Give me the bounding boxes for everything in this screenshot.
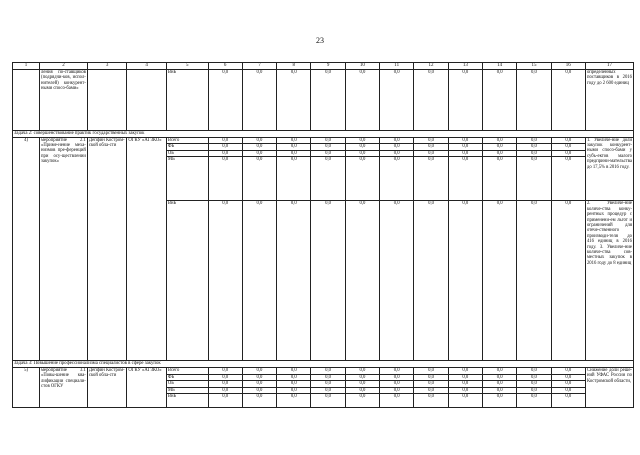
column-header: 12	[414, 63, 448, 70]
value-cell: 0,0	[517, 367, 551, 374]
task-row	[13, 361, 634, 368]
value-cell: 0,0	[277, 381, 311, 388]
value-cell: 0,0	[483, 70, 517, 131]
column-header: 4	[127, 63, 167, 70]
value-cell: 0,0	[448, 381, 482, 388]
value-cell: 0,0	[208, 387, 242, 394]
column-header: 1	[13, 63, 40, 70]
value-cell: 0,0	[517, 374, 551, 381]
value-cell: 0,0	[414, 70, 448, 131]
value-cell: 0,0	[311, 387, 345, 394]
column-header: 13	[448, 63, 482, 70]
value-cell: 0,0	[517, 137, 551, 144]
column-header: 15	[517, 63, 551, 70]
value-cell: 0,0	[414, 394, 448, 408]
value-cell: 0,0	[380, 201, 414, 361]
value-cell: 0,0	[517, 70, 551, 131]
value-cell: 0,0	[551, 70, 585, 131]
value-cell: 0,0	[551, 201, 585, 361]
value-cell: 0,0	[414, 137, 448, 144]
value-cell: 0,0	[551, 387, 585, 394]
value-cell: 0,0	[242, 137, 276, 144]
value-cell: 0,0	[242, 144, 276, 151]
column-header: 6	[208, 63, 242, 70]
value-cell: 0,0	[311, 144, 345, 151]
page-number: 23	[316, 36, 324, 45]
value-cell: 0,0	[311, 137, 345, 144]
value-cell: 0,0	[345, 394, 379, 408]
value-cell: 0,0	[380, 381, 414, 388]
fund-source: ФБ	[166, 374, 208, 381]
column-header: 9	[311, 63, 345, 70]
value-cell: 0,0	[311, 367, 345, 374]
value-cell: 0,0	[345, 144, 379, 151]
value-cell: 0,0	[345, 157, 379, 201]
value-cell: 0,0	[208, 381, 242, 388]
value-cell: 0,0	[345, 387, 379, 394]
value-cell: 0,0	[380, 70, 414, 131]
row-number	[13, 70, 40, 131]
organization: ОГКУ «АГЗКО»	[127, 367, 167, 407]
value-cell: 0,0	[517, 144, 551, 151]
fund-source: ОБ	[166, 150, 208, 157]
task-row	[13, 131, 634, 138]
value-cell: 0,0	[414, 387, 448, 394]
value-cell: 0,0	[483, 150, 517, 157]
value-cell: 0,0	[414, 381, 448, 388]
value-cell: 0,0	[517, 381, 551, 388]
value-cell: 0,0	[483, 381, 517, 388]
column-header: 16	[551, 63, 585, 70]
value-cell: 0,0	[380, 150, 414, 157]
value-cell: 0,0	[448, 201, 482, 361]
value-cell: 0,0	[414, 374, 448, 381]
value-cell: 0,0	[551, 381, 585, 388]
column-header: 7	[242, 63, 276, 70]
value-cell: 0,0	[483, 201, 517, 361]
activity-name: мероприятие 3.1 «Повы-шение ква-лификации специали-стов ОГКУ	[40, 367, 88, 407]
value-cell: 0,0	[483, 394, 517, 408]
value-cell: 0,0	[242, 394, 276, 408]
value-cell: 0,0	[208, 374, 242, 381]
value-cell: 0,0	[551, 394, 585, 408]
value-cell: 0,0	[551, 367, 585, 374]
table-row	[13, 70, 634, 131]
value-cell: 0,0	[380, 137, 414, 144]
value-cell: 0,0	[517, 157, 551, 201]
value-cell: 0,0	[242, 70, 276, 131]
activity-name: мероприятие 2.1 «Приме-нение меха-низмов пре-ференций при осу-ществлении закупок»	[40, 137, 88, 361]
column-header-row	[13, 63, 634, 70]
value-cell: 0,0	[551, 157, 585, 201]
value-cell: 0,0	[345, 137, 379, 144]
value-cell: 0,0	[448, 394, 482, 408]
column-header: 5	[166, 63, 208, 70]
fund-source: МБ	[166, 387, 208, 394]
value-cell: 0,0	[483, 387, 517, 394]
task-heading: Задача 2: совершенствование практик государственных закупок	[13, 131, 634, 138]
value-cell: 0,0	[277, 374, 311, 381]
value-cell: 0,0	[311, 381, 345, 388]
value-cell: 0,0	[277, 367, 311, 374]
value-cell: 0,0	[242, 374, 276, 381]
fund-source: ВнБ	[166, 201, 208, 361]
organization	[127, 70, 167, 131]
value-cell: 0,0	[551, 137, 585, 144]
fund-source: ВнБ	[166, 70, 208, 131]
table-row	[13, 137, 634, 144]
value-cell: 0,0	[448, 374, 482, 381]
row-number: 4)	[13, 137, 40, 361]
value-cell: 0,0	[208, 157, 242, 201]
value-cell: 0,0	[517, 201, 551, 361]
value-cell: 0,0	[311, 201, 345, 361]
value-cell: 0,0	[277, 150, 311, 157]
table-row	[13, 367, 634, 374]
value-cell: 0,0	[380, 157, 414, 201]
value-cell: 0,0	[345, 150, 379, 157]
organization: ОГКУ «АГЗКО»	[127, 137, 167, 361]
expected-result: 2. Увеличе-ние количе-ства конку-рентных процедур с применени-ем льгот и ограничений для отече-ственного производи-теля до 416 единиц в 2016 году. 3. Увеличе-ние количе-ства сов-местных закупок в 2016 году до 8 единиц	[585, 201, 633, 361]
value-cell: 0,0	[483, 144, 517, 151]
value-cell: 0,0	[277, 144, 311, 151]
value-cell: 0,0	[277, 394, 311, 408]
value-cell: 0,0	[483, 157, 517, 201]
value-cell: 0,0	[448, 70, 482, 131]
value-cell: 0,0	[277, 157, 311, 201]
value-cell: 0,0	[242, 157, 276, 201]
value-cell: 0,0	[448, 387, 482, 394]
column-header: 14	[483, 63, 517, 70]
value-cell: 0,0	[277, 201, 311, 361]
value-cell: 0,0	[483, 374, 517, 381]
value-cell: 0,0	[551, 150, 585, 157]
value-cell: 0,0	[311, 157, 345, 201]
value-cell: 0,0	[380, 367, 414, 374]
value-cell: 0,0	[242, 387, 276, 394]
value-cell: 0,0	[483, 367, 517, 374]
value-cell: 0,0	[448, 367, 482, 374]
value-cell: 0,0	[208, 394, 242, 408]
fund-source: ФБ	[166, 144, 208, 151]
column-header: 10	[345, 63, 379, 70]
value-cell: 0,0	[345, 367, 379, 374]
executor	[87, 70, 127, 131]
fund-source: ВнБ	[166, 394, 208, 408]
value-cell: 0,0	[448, 150, 482, 157]
value-cell: 0,0	[311, 374, 345, 381]
value-cell: 0,0	[208, 150, 242, 157]
column-header: 2	[40, 63, 88, 70]
value-cell: 0,0	[277, 70, 311, 131]
expected-result: Снижение доли реше-ний УФАС России по Костромской области,	[585, 367, 633, 407]
value-cell: 0,0	[208, 201, 242, 361]
value-cell: 0,0	[448, 137, 482, 144]
value-cell: 0,0	[414, 144, 448, 151]
fund-source: Всего	[166, 367, 208, 374]
task-heading: Задача 3: Повышение профессионализма специалистов в сфере закупок	[13, 361, 634, 368]
value-cell: 0,0	[208, 70, 242, 131]
value-cell: 0,0	[242, 367, 276, 374]
value-cell: 0,0	[517, 150, 551, 157]
value-cell: 0,0	[277, 137, 311, 144]
value-cell: 0,0	[551, 144, 585, 151]
value-cell: 0,0	[208, 367, 242, 374]
executor: Депфин Костром-ской обла-сти	[87, 137, 127, 361]
value-cell: 0,0	[277, 387, 311, 394]
value-cell: 0,0	[345, 381, 379, 388]
column-header: 8	[277, 63, 311, 70]
value-cell: 0,0	[551, 374, 585, 381]
fund-source: МБ	[166, 157, 208, 201]
activity-name: ления по-ставщиков (подрядчи-ков, испол-нителей) конкурент-ными спосо-бами»	[40, 70, 88, 131]
value-cell: 0,0	[380, 394, 414, 408]
value-cell: 0,0	[483, 137, 517, 144]
value-cell: 0,0	[380, 144, 414, 151]
program-table	[12, 62, 634, 408]
value-cell: 0,0	[448, 144, 482, 151]
column-header: 11	[380, 63, 414, 70]
value-cell: 0,0	[414, 157, 448, 201]
value-cell: 0,0	[517, 394, 551, 408]
executor: Депфин Костром-ской обла-сти	[87, 367, 127, 407]
value-cell: 0,0	[242, 381, 276, 388]
value-cell: 0,0	[448, 157, 482, 201]
value-cell: 0,0	[208, 144, 242, 151]
value-cell: 0,0	[311, 70, 345, 131]
value-cell: 0,0	[345, 374, 379, 381]
value-cell: 0,0	[311, 394, 345, 408]
value-cell: 0,0	[208, 137, 242, 144]
value-cell: 0,0	[414, 150, 448, 157]
value-cell: 0,0	[345, 201, 379, 361]
expected-result: определенных поставщиков в 2016 году до 2 600 единиц	[585, 70, 633, 131]
column-header: 17	[585, 63, 633, 70]
value-cell: 0,0	[242, 201, 276, 361]
row-number: 5)	[13, 367, 40, 407]
value-cell: 0,0	[517, 387, 551, 394]
fund-source: ОБ	[166, 381, 208, 388]
value-cell: 0,0	[242, 150, 276, 157]
value-cell: 0,0	[380, 374, 414, 381]
expected-result: 1. Увеличе-ние доли закупок конкурент-ными спосо-бами у субъ-ектов малого предприни-мательства до 17,5% в 2016 году.	[585, 137, 633, 201]
value-cell: 0,0	[345, 70, 379, 131]
value-cell: 0,0	[414, 201, 448, 361]
value-cell: 0,0	[414, 367, 448, 374]
column-header: 3	[87, 63, 127, 70]
value-cell: 0,0	[380, 387, 414, 394]
value-cell: 0,0	[311, 150, 345, 157]
fund-source: Всего	[166, 137, 208, 144]
